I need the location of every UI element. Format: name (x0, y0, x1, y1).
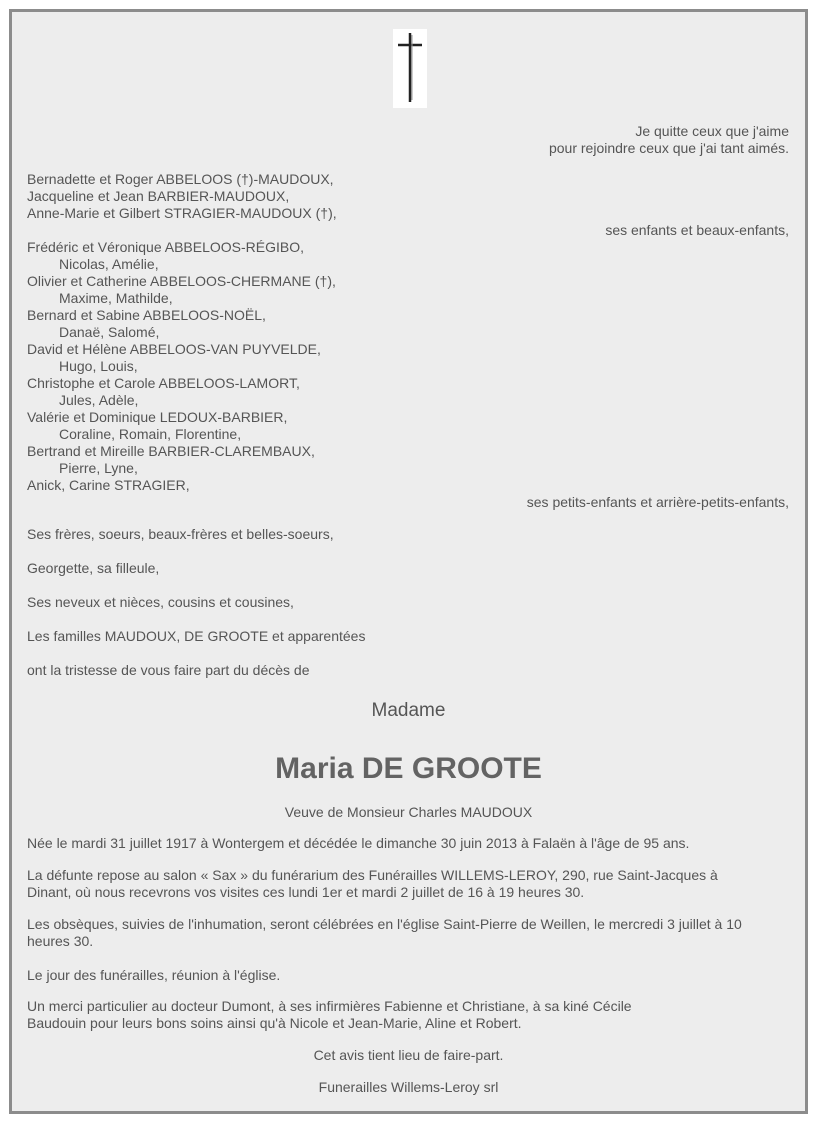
grandchild-line: Bertrand et Mireille BARBIER-CLAREMBAUX, (27, 443, 315, 459)
grandchild-line: Frédéric et Véronique ABBELOOS-RÉGIBO, (27, 239, 305, 255)
company-line: Funerailles Willems-Leroy srl (318, 1079, 499, 1095)
funeral-line-1: Les obsèques, suivies de l'inhumation, seront célébrées en l'église Saint-Pierre de Weillen, le mercredi 3 juillet à 10 (27, 916, 742, 932)
salutation: Madame (371, 700, 446, 721)
grandchild-line: Bernard et Sabine ABBELOOS-NOËL, (27, 307, 266, 323)
great-grandchild-line: Danaë, Salomé, (59, 324, 160, 340)
widow-of-line: Veuve de Monsieur Charles MAUDOUX (284, 804, 533, 820)
meeting-line: Le jour des funérailles, réunion à l'église. (27, 967, 281, 983)
quote-line-1: Je quitte ceux que j'aime (635, 123, 789, 139)
nephews-line: Ses neveux et nièces, cousins et cousines, (27, 594, 294, 610)
child-line: Jacqueline et Jean BARBIER-MAUDOUX, (27, 188, 290, 204)
grandchild-line: Christophe et Carole ABBELOOS-LAMORT, (27, 375, 300, 391)
cross-box (393, 29, 427, 108)
grandchildren-role: ses petits-enfants et arrière-petits-enfants, (526, 494, 789, 510)
child-line: Bernadette et Roger ABBELOOS (†)-MAUDOUX, (27, 171, 334, 187)
death-notice-card (9, 9, 808, 1114)
thanks-line-1: Un merci particulier au docteur Dumont, à ses infirmières Fabienne et Christiane, à sa kiné Cécile (27, 998, 632, 1014)
great-grandchild-line: Jules, Adèle, (59, 392, 139, 408)
thanks-line-2: Baudouin pour leurs bons soins ainsi qu'à Nicole et Jean-Marie, Aline et Robert. (27, 1015, 522, 1031)
funeral-line-2: heures 30. (27, 933, 94, 949)
children-role: ses enfants et beaux-enfants, (605, 222, 789, 238)
grandchild-line: Valérie et Dominique LEDOUX-BARBIER, (27, 409, 288, 425)
great-grandchild-line: Coraline, Romain, Florentine, (59, 426, 242, 442)
birth-death-line: Née le mardi 31 juillet 1917 à Wontergem et décédée le dimanche 30 juin 2013 à Falaën à l'âge de 95 ans. (27, 835, 690, 851)
siblings-line: Ses frères, soeurs, beaux-frères et belles-soeurs, (27, 526, 334, 542)
notice-line: Cet avis tient lieu de faire-part. (313, 1047, 504, 1063)
great-grandchild-line: Hugo, Louis, (59, 358, 138, 374)
great-grandchild-line: Nicolas, Amélie, (59, 256, 159, 272)
quote-line-2: pour rejoindre ceux que j'ai tant aimés. (548, 140, 789, 156)
great-grandchild-line: Maxime, Mathilde, (59, 290, 173, 306)
families-line: Les familles MAUDOUX, DE GROOTE et apparentées (27, 628, 366, 644)
rest-line-2: Dinant, où nous recevrons vos visites ces lundi 1er et mardi 2 juillet de 16 à 19 heures 30. (27, 884, 585, 900)
cross-icon (393, 29, 427, 108)
rest-line-1: La défunte repose au salon « Sax » du funérarium des Funérailles WILLEMS-LEROY, 290, rue Saint-Jacques à (27, 867, 718, 883)
grandchild-line: Olivier et Catherine ABBELOOS-CHERMANE (†), (27, 273, 336, 289)
grandchild-line: David et Hélène ABBELOOS-VAN PUYVELDE, (27, 341, 321, 357)
goddaughter-line: Georgette, sa filleule, (27, 560, 160, 576)
deceased-name: Maria DE GROOTE (275, 752, 542, 785)
announcement-line: ont la tristesse de vous faire part du décès de (27, 662, 310, 678)
grandchild-line: Anick, Carine STRAGIER, (27, 477, 190, 493)
great-grandchild-line: Pierre, Lyne, (59, 460, 138, 476)
child-line: Anne-Marie et Gilbert STRAGIER-MAUDOUX (†), (27, 205, 337, 221)
